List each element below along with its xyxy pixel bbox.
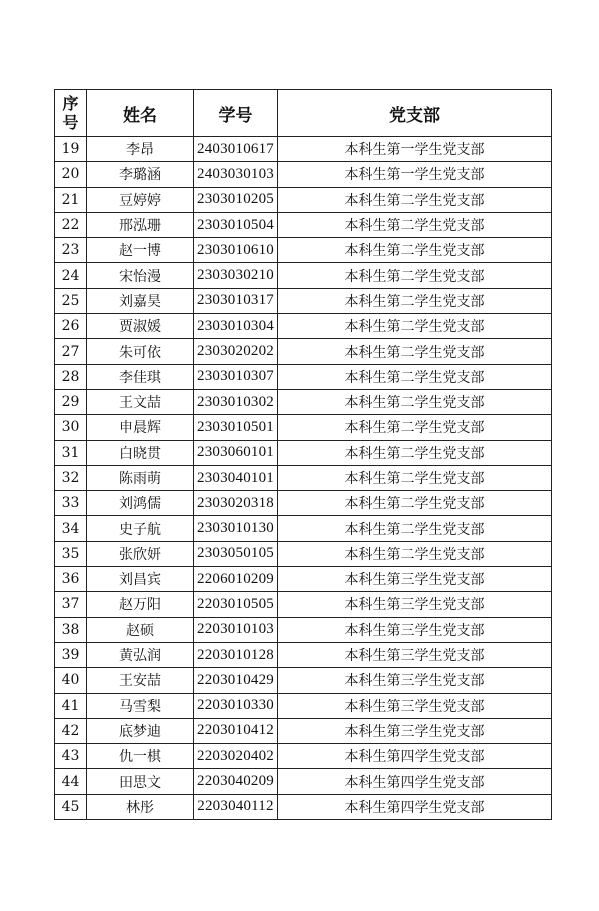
table-row — [55, 567, 552, 592]
table-row — [55, 465, 552, 490]
cell-student-id: 2206010209 — [194, 567, 278, 592]
cell-name: 贾淑媛 — [87, 314, 194, 339]
cell-seq: 25 — [55, 288, 87, 313]
cell-seq: 23 — [55, 238, 87, 263]
header-student-id: 学号 — [194, 90, 278, 137]
cell-student-id: 2203010429 — [194, 668, 278, 693]
cell-branch: 本科生第三学生党支部 — [278, 567, 552, 592]
cell-name: 申晨辉 — [87, 415, 194, 440]
cell-branch: 本科生第二学生党支部 — [278, 440, 552, 465]
cell-student-id: 2303010501 — [194, 415, 278, 440]
cell-student-id: 2203010505 — [194, 592, 278, 617]
cell-branch: 本科生第二学生党支部 — [278, 314, 552, 339]
cell-branch: 本科生第二学生党支部 — [278, 415, 552, 440]
cell-student-id: 2203010330 — [194, 693, 278, 718]
cell-student-id: 2303010302 — [194, 389, 278, 414]
cell-branch: 本科生第二学生党支部 — [278, 263, 552, 288]
table-row — [55, 718, 552, 743]
cell-seq: 41 — [55, 693, 87, 718]
cell-student-id: 2303010130 — [194, 516, 278, 541]
cell-seq: 27 — [55, 339, 87, 364]
cell-seq: 28 — [55, 364, 87, 389]
table-row — [55, 364, 552, 389]
cell-branch: 本科生第二学生党支部 — [278, 364, 552, 389]
cell-seq: 20 — [55, 162, 87, 187]
cell-seq: 29 — [55, 389, 87, 414]
cell-seq: 33 — [55, 491, 87, 516]
cell-student-id: 2203040112 — [194, 794, 278, 819]
cell-student-id: 2303010205 — [194, 187, 278, 212]
cell-student-id: 2403030103 — [194, 162, 278, 187]
cell-seq: 32 — [55, 465, 87, 490]
cell-name: 宋怡漫 — [87, 263, 194, 288]
header-row — [55, 90, 552, 137]
cell-name: 王文喆 — [87, 389, 194, 414]
cell-seq: 42 — [55, 718, 87, 743]
cell-branch: 本科生第三学生党支部 — [278, 617, 552, 642]
table-row — [55, 238, 552, 263]
table-row — [55, 137, 552, 162]
table-row — [55, 769, 552, 794]
cell-student-id: 2303050105 — [194, 541, 278, 566]
cell-seq: 24 — [55, 263, 87, 288]
cell-student-id: 2203010103 — [194, 617, 278, 642]
table-row — [55, 541, 552, 566]
table-row — [55, 440, 552, 465]
cell-branch: 本科生第三学生党支部 — [278, 668, 552, 693]
cell-name: 朱可依 — [87, 339, 194, 364]
table-row — [55, 314, 552, 339]
table-row — [55, 339, 552, 364]
table-row — [55, 516, 552, 541]
cell-seq: 37 — [55, 592, 87, 617]
cell-branch: 本科生第二学生党支部 — [278, 541, 552, 566]
cell-seq: 40 — [55, 668, 87, 693]
cell-seq: 22 — [55, 212, 87, 237]
cell-branch: 本科生第二学生党支部 — [278, 339, 552, 364]
cell-branch: 本科生第三学生党支部 — [278, 718, 552, 743]
cell-name: 史子航 — [87, 516, 194, 541]
cell-name: 赵一博 — [87, 238, 194, 263]
cell-name: 豆婷婷 — [87, 187, 194, 212]
cell-seq: 31 — [55, 440, 87, 465]
cell-name: 陈雨萌 — [87, 465, 194, 490]
cell-name: 刘嘉昊 — [87, 288, 194, 313]
table-row — [55, 162, 552, 187]
cell-seq: 34 — [55, 516, 87, 541]
cell-branch: 本科生第四学生党支部 — [278, 744, 552, 769]
table-row — [55, 415, 552, 440]
cell-branch: 本科生第二学生党支部 — [278, 238, 552, 263]
cell-student-id: 2303010504 — [194, 212, 278, 237]
header-branch: 党支部 — [278, 90, 552, 137]
cell-seq: 38 — [55, 617, 87, 642]
cell-student-id: 2203020402 — [194, 744, 278, 769]
cell-student-id: 2203040209 — [194, 769, 278, 794]
table-row — [55, 263, 552, 288]
cell-name: 田思文 — [87, 769, 194, 794]
cell-branch: 本科生第三学生党支部 — [278, 642, 552, 667]
cell-student-id: 2303030210 — [194, 263, 278, 288]
cell-seq: 44 — [55, 769, 87, 794]
cell-name: 李璐涵 — [87, 162, 194, 187]
cell-name: 赵万阳 — [87, 592, 194, 617]
cell-name: 仇一棋 — [87, 744, 194, 769]
cell-student-id: 2303060101 — [194, 440, 278, 465]
table-body — [55, 137, 552, 820]
cell-branch: 本科生第二学生党支部 — [278, 516, 552, 541]
table-row — [55, 744, 552, 769]
table-row — [55, 642, 552, 667]
cell-student-id: 2303040101 — [194, 465, 278, 490]
cell-name: 邢泓珊 — [87, 212, 194, 237]
cell-seq: 43 — [55, 744, 87, 769]
cell-name: 赵硕 — [87, 617, 194, 642]
table-row — [55, 491, 552, 516]
table-row — [55, 794, 552, 819]
cell-branch: 本科生第四学生党支部 — [278, 769, 552, 794]
cell-student-id: 2303020318 — [194, 491, 278, 516]
table-row — [55, 389, 552, 414]
header-name: 姓名 — [87, 90, 194, 137]
cell-student-id: 2403010617 — [194, 137, 278, 162]
cell-seq: 39 — [55, 642, 87, 667]
cell-name: 李昂 — [87, 137, 194, 162]
cell-seq: 36 — [55, 567, 87, 592]
cell-branch: 本科生第三学生党支部 — [278, 592, 552, 617]
cell-name: 马雪梨 — [87, 693, 194, 718]
table-row — [55, 693, 552, 718]
member-roster-table — [54, 89, 552, 820]
cell-name: 刘昌宾 — [87, 567, 194, 592]
cell-branch: 本科生第二学生党支部 — [278, 187, 552, 212]
cell-student-id: 2203010128 — [194, 642, 278, 667]
cell-name: 张欣妍 — [87, 541, 194, 566]
table-row — [55, 187, 552, 212]
cell-seq: 21 — [55, 187, 87, 212]
cell-branch: 本科生第二学生党支部 — [278, 465, 552, 490]
cell-seq: 26 — [55, 314, 87, 339]
header-seq: 序号 — [55, 90, 87, 137]
cell-student-id: 2203010412 — [194, 718, 278, 743]
cell-name: 王安喆 — [87, 668, 194, 693]
table-header — [55, 90, 552, 137]
table-row — [55, 288, 552, 313]
cell-student-id: 2303020202 — [194, 339, 278, 364]
cell-student-id: 2303010317 — [194, 288, 278, 313]
cell-name: 底梦迪 — [87, 718, 194, 743]
table-row — [55, 617, 552, 642]
table-row — [55, 668, 552, 693]
cell-seq: 45 — [55, 794, 87, 819]
cell-seq: 30 — [55, 415, 87, 440]
cell-student-id: 2303010610 — [194, 238, 278, 263]
cell-name: 黄弘润 — [87, 642, 194, 667]
cell-branch: 本科生第二学生党支部 — [278, 212, 552, 237]
table-row — [55, 592, 552, 617]
cell-name: 刘鸿儒 — [87, 491, 194, 516]
cell-seq: 35 — [55, 541, 87, 566]
cell-seq: 19 — [55, 137, 87, 162]
cell-student-id: 2303010307 — [194, 364, 278, 389]
cell-branch: 本科生第四学生党支部 — [278, 794, 552, 819]
cell-branch: 本科生第三学生党支部 — [278, 693, 552, 718]
cell-name: 林彤 — [87, 794, 194, 819]
cell-name: 白晓贯 — [87, 440, 194, 465]
table-row — [55, 212, 552, 237]
cell-branch: 本科生第二学生党支部 — [278, 389, 552, 414]
cell-branch: 本科生第二学生党支部 — [278, 491, 552, 516]
cell-student-id: 2303010304 — [194, 314, 278, 339]
cell-branch: 本科生第一学生党支部 — [278, 162, 552, 187]
cell-name: 李佳琪 — [87, 364, 194, 389]
cell-branch: 本科生第二学生党支部 — [278, 288, 552, 313]
cell-branch: 本科生第一学生党支部 — [278, 137, 552, 162]
